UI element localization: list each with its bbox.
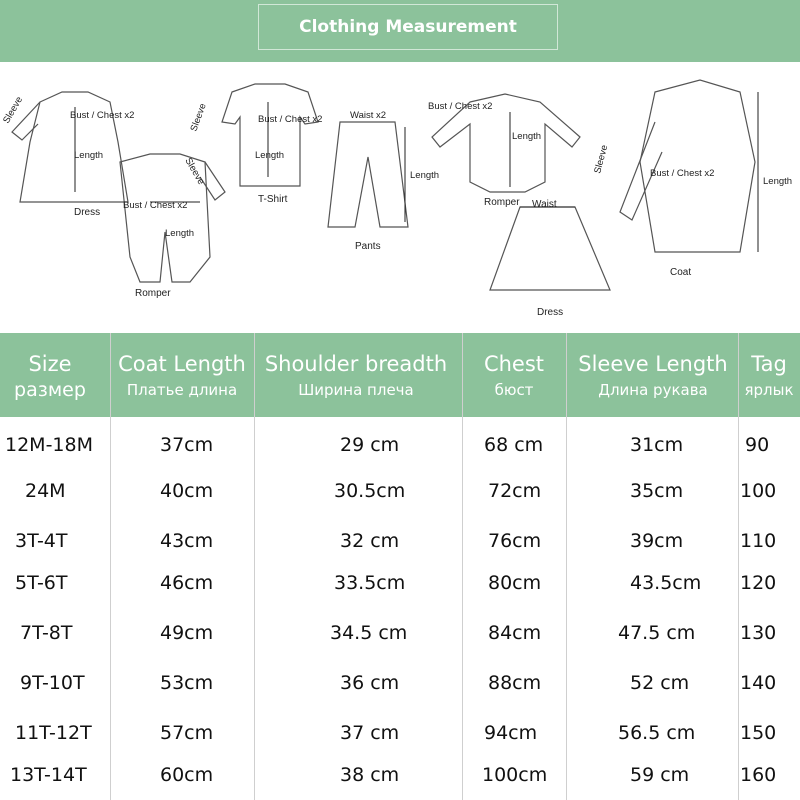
cell-tag: 140 bbox=[740, 672, 777, 694]
dress-bust-label: Bust / Chest x2 bbox=[70, 110, 135, 121]
cell-tag: 100 bbox=[740, 480, 777, 502]
tshirt-caption: T-Shirt bbox=[258, 194, 288, 205]
cell-chest: 76cm bbox=[488, 530, 542, 552]
table-row bbox=[0, 750, 800, 800]
cell-sleeve: 31cm bbox=[630, 434, 684, 456]
romper-length-label: Length bbox=[165, 228, 195, 239]
cell-sleeve: 43.5cm bbox=[630, 572, 702, 594]
header-coat-length-ru: Платье длина bbox=[126, 381, 238, 399]
pants-length-label: Length bbox=[410, 170, 440, 181]
tshirt-length-label: Length bbox=[255, 150, 285, 161]
bodysuit-caption: Romper bbox=[484, 197, 520, 208]
table-row bbox=[0, 658, 800, 708]
cell-tag: 110 bbox=[740, 530, 777, 552]
cell-size: 11T-12T bbox=[15, 722, 92, 744]
cell-size: 9T-10T bbox=[20, 672, 85, 694]
dress-outline bbox=[20, 92, 128, 202]
cell-shoulder: 32 cm bbox=[340, 530, 400, 552]
cell-sleeve: 59 cm bbox=[630, 764, 690, 786]
cell-tag: 130 bbox=[740, 622, 777, 644]
measurement-diagram bbox=[0, 62, 800, 330]
romper-caption: Romper bbox=[135, 288, 171, 299]
cell-sleeve: 56.5 cm bbox=[618, 722, 696, 744]
romper-sleeve-label: Sleeve bbox=[182, 156, 207, 187]
table-row bbox=[0, 558, 800, 608]
skirt-caption: Dress bbox=[537, 307, 564, 318]
dress-caption: Dress bbox=[74, 207, 101, 218]
header-tag bbox=[740, 349, 798, 401]
skirt-waist-label: Waist bbox=[532, 199, 557, 210]
cell-chest: 84cm bbox=[488, 622, 542, 644]
header-shoulder-breadth-ru: Ширина плеча bbox=[298, 381, 414, 399]
cell-sleeve: 39cm bbox=[630, 530, 684, 552]
cell-coat-length: 60cm bbox=[160, 764, 214, 786]
header-size-en: Size bbox=[28, 352, 72, 376]
cell-chest: 80cm bbox=[488, 572, 542, 594]
cell-tag: 150 bbox=[740, 722, 777, 744]
cell-coat-length: 46cm bbox=[160, 572, 214, 594]
title-banner bbox=[0, 0, 800, 81]
table-header bbox=[0, 333, 800, 417]
cell-coat-length: 53cm bbox=[160, 672, 214, 694]
coat-outline bbox=[640, 80, 755, 252]
header-chest bbox=[466, 349, 562, 401]
cell-coat-length: 49cm bbox=[160, 622, 214, 644]
tshirt-bust-label: Bust / Chest x2 bbox=[258, 114, 323, 125]
header-sleeve-length-ru: Длина рукава bbox=[598, 381, 708, 399]
tshirt-outline bbox=[222, 84, 318, 186]
header-shoulder-breadth bbox=[254, 349, 458, 401]
pants-outline bbox=[328, 122, 408, 227]
header-coat-length bbox=[112, 349, 252, 401]
cell-size: 12M-18M bbox=[5, 434, 93, 456]
cell-chest: 88cm bbox=[488, 672, 542, 694]
page-title: Clothing Measurement schemes bbox=[258, 4, 558, 50]
cell-shoulder: 33.5cm bbox=[334, 572, 406, 594]
cell-size: 24M bbox=[25, 480, 66, 502]
table-row bbox=[0, 420, 800, 470]
pants-caption: Pants bbox=[355, 241, 381, 252]
cell-tag: 120 bbox=[740, 572, 777, 594]
cell-chest: 68 cm bbox=[484, 434, 544, 456]
header-chest-ru: бюст bbox=[494, 381, 534, 399]
header-tag-en: Tag bbox=[751, 352, 787, 376]
header-size-ru: размер bbox=[14, 379, 86, 401]
cell-coat-length: 43cm bbox=[160, 530, 214, 552]
measurement-illustration bbox=[0, 62, 800, 330]
pants-waist-label: Waist x2 bbox=[350, 110, 387, 121]
coat-sleeve-label: Sleeve bbox=[592, 143, 611, 175]
dress-sleeve-label: Sleeve bbox=[1, 94, 26, 126]
tshirt-sleeve-label: Sleeve bbox=[188, 101, 209, 134]
cell-sleeve: 35cm bbox=[630, 480, 684, 502]
bodysuit-bust-label: Bust / Chest x2 bbox=[428, 101, 493, 112]
cell-chest: 100cm bbox=[482, 764, 548, 786]
cell-coat-length: 57cm bbox=[160, 722, 214, 744]
coat-caption: Coat bbox=[670, 267, 692, 278]
header-size bbox=[0, 349, 100, 401]
cell-sleeve: 47.5 cm bbox=[618, 622, 696, 644]
coat-bust-label: Bust / Chest x2 bbox=[650, 168, 715, 179]
cell-shoulder: 37 cm bbox=[340, 722, 400, 744]
cell-size: 3T-4T bbox=[15, 530, 68, 552]
cell-tag: 160 bbox=[740, 764, 777, 786]
cell-chest: 94cm bbox=[484, 722, 538, 744]
cell-shoulder: 29 cm bbox=[340, 434, 400, 456]
header-chest-en: Chest bbox=[483, 352, 545, 376]
header-coat-length-en: Coat Length bbox=[118, 352, 246, 376]
cell-chest: 72cm bbox=[488, 480, 542, 502]
header-sleeve-length bbox=[568, 349, 738, 401]
header-tag-ru: ярлык bbox=[744, 381, 794, 399]
cell-shoulder: 34.5 cm bbox=[330, 622, 408, 644]
header-shoulder-breadth-en: Shoulder breadth bbox=[264, 352, 448, 376]
cell-coat-length: 37cm bbox=[160, 434, 214, 456]
bodysuit-length-label: Length bbox=[512, 131, 542, 142]
coat-length-label: Length bbox=[763, 176, 793, 187]
cell-shoulder: 36 cm bbox=[340, 672, 400, 694]
table-row bbox=[0, 608, 800, 658]
cell-size: 7T-8T bbox=[20, 622, 73, 644]
cell-coat-length: 40cm bbox=[160, 480, 214, 502]
cell-shoulder: 30.5cm bbox=[334, 480, 406, 502]
cell-shoulder: 38 cm bbox=[340, 764, 400, 786]
cell-size: 5T-6T bbox=[15, 572, 68, 594]
dress-length-label: Length bbox=[74, 150, 104, 161]
skirt-outline bbox=[490, 207, 610, 290]
header-sleeve-length-en: Sleeve Length bbox=[578, 352, 728, 376]
cell-size: 13T-14T bbox=[10, 764, 87, 786]
romper-bust-label: Bust / Chest x2 bbox=[123, 200, 188, 211]
table-row bbox=[0, 466, 800, 516]
cell-sleeve: 52 cm bbox=[630, 672, 690, 694]
cell-tag: 90 bbox=[745, 434, 770, 456]
